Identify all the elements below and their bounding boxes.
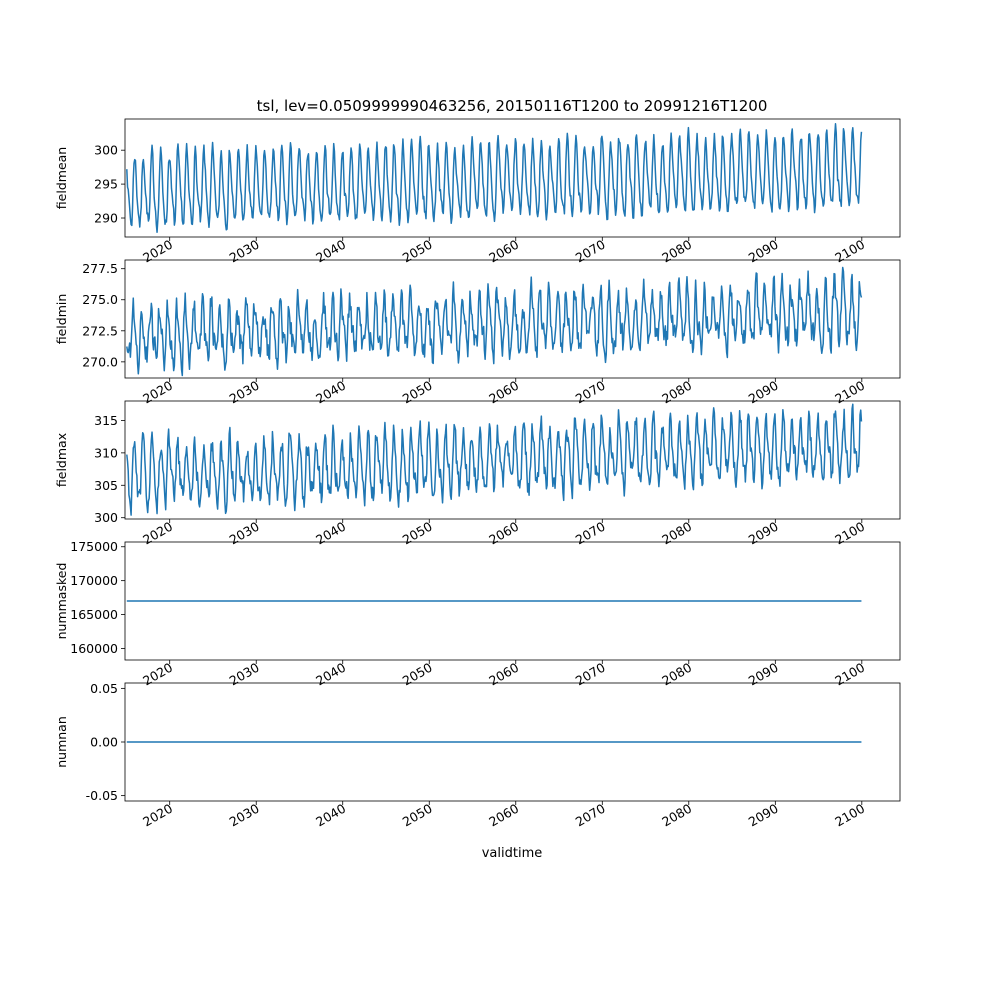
x-tick-label: 2080 (659, 236, 695, 266)
x-tick-label: 2030 (226, 659, 262, 689)
y-tick-label: 315 (94, 412, 118, 428)
y-tick-label: 160000 (70, 640, 118, 656)
x-tick-label: 2080 (659, 800, 695, 830)
y-tick-label: 305 (94, 477, 118, 493)
x-tick-label: 2030 (226, 800, 262, 830)
y-tick-label: 295 (94, 176, 118, 192)
x-tick-label: 2040 (313, 518, 349, 548)
x-tick-label: 2100 (832, 800, 868, 830)
x-axis-label: validtime (481, 846, 543, 861)
x-tick-label: 2040 (313, 800, 349, 830)
x-tick-label: 2070 (572, 518, 608, 548)
x-tick-label: 2060 (486, 518, 522, 548)
x-tick-label: 2080 (659, 659, 695, 689)
x-tick-label: 2070 (572, 377, 608, 407)
x-tick-label: 2020 (140, 800, 176, 830)
y-tick-label: 310 (94, 445, 118, 461)
y-tick-label: 275.0 (82, 292, 118, 308)
y-tick-label: 277.5 (82, 261, 118, 277)
x-tick-label: 2040 (313, 236, 349, 266)
x-tick-label: 2080 (659, 518, 695, 548)
x-tick-label: 2100 (832, 236, 868, 266)
x-tick-label: 2090 (745, 236, 781, 266)
y-tick-label: 0.00 (90, 734, 118, 750)
y-tick-label: 0.05 (90, 680, 118, 696)
x-tick-label: 2090 (745, 659, 781, 689)
x-tick-label: 2030 (226, 518, 262, 548)
x-tick-label: 2020 (140, 236, 176, 266)
x-tick-label: 2060 (486, 659, 522, 689)
chart-title: tsl, lev=0.0509999990463256, 20150116T1200 to 20991216T1200 (256, 97, 768, 115)
y-tick-label: 165000 (70, 607, 118, 623)
x-tick-label: 2070 (572, 659, 608, 689)
x-tick-label: 2040 (313, 659, 349, 689)
y-tick-label: 300 (94, 142, 118, 158)
x-tick-label: 2040 (313, 377, 349, 407)
y-tick-label: 272.5 (82, 323, 118, 339)
y-axis-label-numnan: numnan (54, 716, 69, 768)
x-tick-label: 2050 (399, 236, 435, 266)
x-tick-label: 2070 (572, 236, 608, 266)
x-tick-label: 2070 (572, 800, 608, 830)
x-tick-label: 2080 (659, 377, 695, 407)
y-axis-label-fieldmin: fieldmin (54, 293, 69, 345)
x-tick-label: 2050 (399, 518, 435, 548)
x-tick-label: 2050 (399, 659, 435, 689)
x-tick-label: 2020 (140, 518, 176, 548)
x-tick-label: 2090 (745, 518, 781, 548)
y-tick-label: -0.05 (85, 788, 118, 804)
y-tick-label: 290 (94, 210, 118, 226)
x-tick-label: 2050 (399, 800, 435, 830)
x-tick-label: 2020 (140, 377, 176, 407)
y-tick-label: 175000 (70, 539, 118, 555)
x-tick-label: 2060 (486, 236, 522, 266)
x-tick-label: 2030 (226, 377, 262, 407)
x-tick-label: 2020 (140, 659, 176, 689)
x-tick-label: 2050 (399, 377, 435, 407)
x-tick-label: 2100 (832, 659, 868, 689)
x-tick-label: 2060 (486, 377, 522, 407)
y-tick-label: 270.0 (82, 354, 118, 370)
x-tick-label: 2090 (745, 377, 781, 407)
y-axis-label-fieldmean: fieldmean (54, 146, 69, 210)
y-tick-label: 170000 (70, 573, 118, 589)
y-axis-label-nummasked: nummasked (54, 562, 69, 640)
y-tick-label: 300 (94, 510, 118, 526)
x-tick-label: 2030 (226, 236, 262, 266)
y-axis-label-fieldmax: fieldmax (54, 432, 69, 488)
x-tick-label: 2090 (745, 800, 781, 830)
x-tick-label: 2060 (486, 800, 522, 830)
x-tick-label: 2100 (832, 518, 868, 548)
x-tick-label: 2100 (832, 377, 868, 407)
